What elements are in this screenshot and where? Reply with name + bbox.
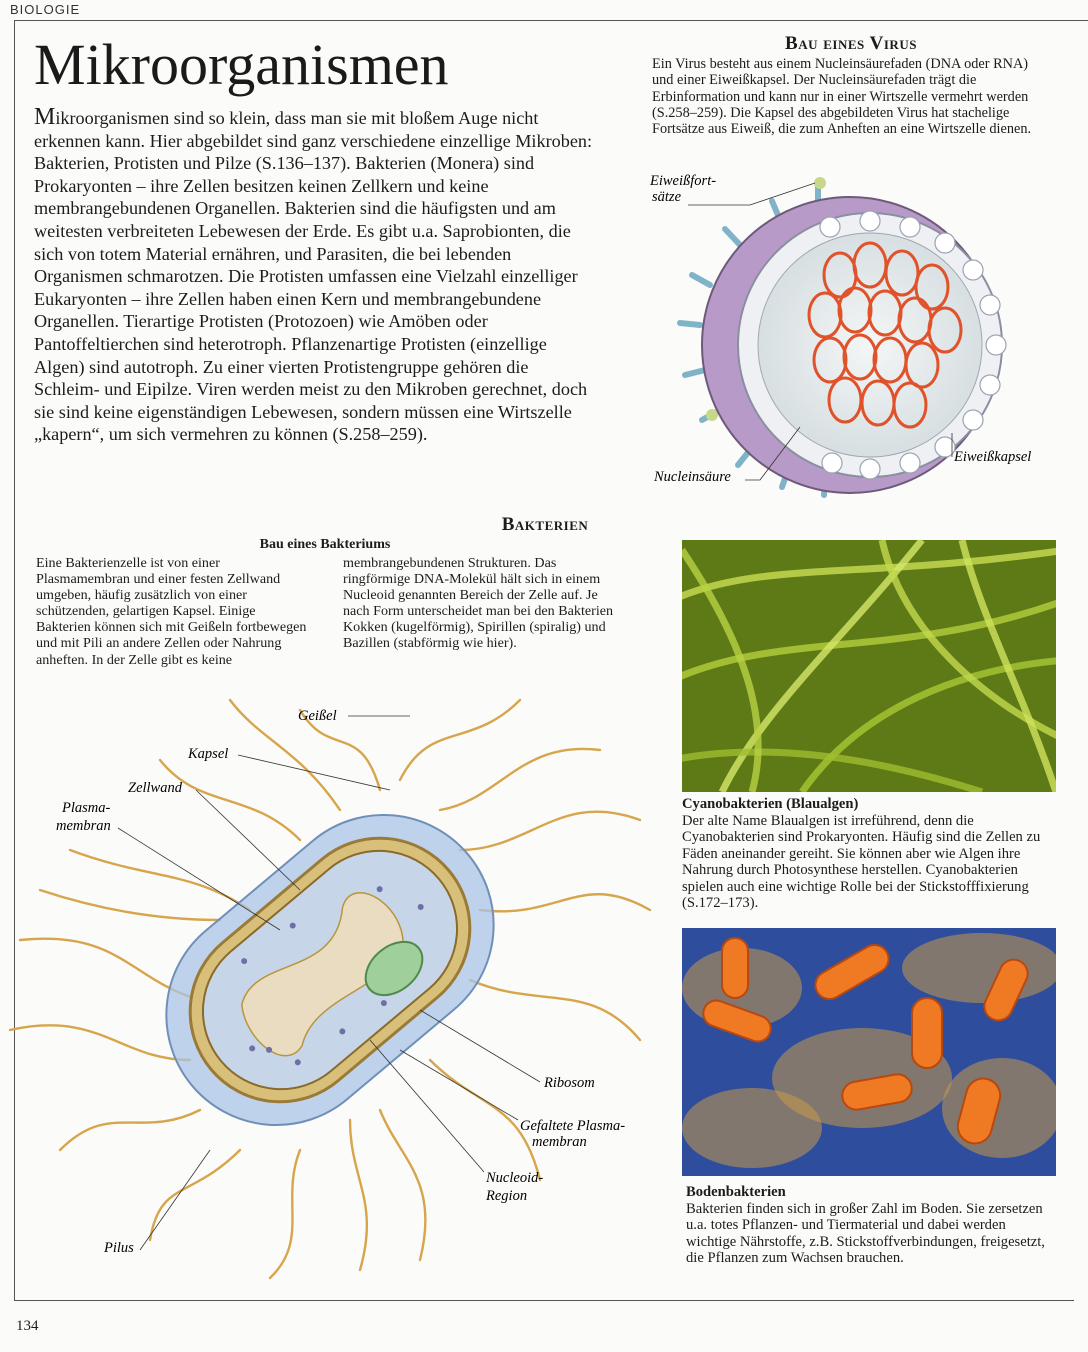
- virus-label-nucleic: Nucleinsäure: [654, 469, 731, 485]
- bacterium-label-folded-2: membran: [532, 1134, 587, 1150]
- page-title: Mikroorganismen: [34, 32, 449, 97]
- bacterium-illustration: [0, 680, 660, 1280]
- page-number: 134: [16, 1318, 39, 1334]
- spike-knob: [706, 409, 718, 421]
- bacterium-label-plasma-2: membran: [56, 818, 111, 834]
- virus-label-spikes-2: sätze: [652, 189, 681, 205]
- virus-label-spikes-1: Eiweißfort-: [650, 173, 717, 189]
- frame-bottom-rule: [14, 1300, 1074, 1301]
- soil-bacteria-photo: [682, 928, 1056, 1176]
- spike-knob: [814, 177, 826, 189]
- cyanobacteria-caption: [682, 796, 1058, 912]
- bacteria-text: Eine Bakterienzelle ist von einer Plasmamembran und einer festen Zellwand umgeben, häufig zusätzlich von einer schützenden, gelartigen Kapsel. Einige Bakterien können sich mit Geißeln fortbewegen und mit Pili an andere Zellen oder Nahrung anheften. In der Zelle gibt es keine membrangebundenen Strukturen. Das ringförmige DNA-Molekül hält sich in einem Nucleoid genannten Bereich der Zelle auf. Je nach Form unterscheidet man bei den Bakterien Kokken (kugelförmig), Spirillen (spiralig) und Bazillen (stabförmig wie hier).: [36, 555, 614, 668]
- virus-label-capsid: Eiweißkapsel: [954, 449, 1032, 465]
- bacterium-label-folded-1: Gefaltete Plasma-: [520, 1118, 626, 1134]
- soil-bacteria-title: Bodenbakterien: [686, 1184, 786, 1200]
- cyanobacteria-photo: [682, 540, 1056, 792]
- virus-heading: Bau eines Virus: [785, 33, 917, 54]
- cyanobacteria-title: Cyanobakterien (Blaualgen): [682, 796, 859, 812]
- intro-paragraph: Mikroorganismen sind so klein, dass man sie mit bloßem Auge nicht erkennen kann. Hier abgebildet sind ganz verschiedene einzellige Mikroben: Bakterien, Protisten und Pilze (S.136–137). Bakterien (Monera) sind Prokaryonten – ihre Zellen besitzen keinen Zellkern und keine membrangebundenen Organellen. Bakterien sind die häufigsten und am weitesten verbreiteten Lebewesen der Erde. Es gibt u.a. Saprobionten, die sich von totem Material ernähren, und Parasiten, die bei lebenden Organismen schmarotzen. Die Protisten umfassen eine Vielzahl einzelliger Eukaryonten – ihre Zellen haben einen Kern und membrangebundene Organellen. Tierartige Protisten (Protozoen) wie Amöben oder Pantoffeltierchen sind heterotroph. Pflanzenartige Protisten (einzellige Algen) sind autotroph. Zu einer vierten Protistengruppe gehören die Schleim- und Eipilze. Viren werden meist zu den Mikroben gerechnet, doch sie sind keine eigenständigen Lebewesen, sondern müssen eine Wirtszelle „kapern“, um sich vermehren zu können (S.258–259).: [34, 104, 593, 445]
- bacterium-label-capsule: Kapsel: [188, 746, 229, 762]
- bacterium-label-cell-wall: Zellwand: [128, 780, 182, 796]
- soil-bacteria-caption: [686, 1184, 1056, 1267]
- bacteria-heading: Bakterien: [501, 514, 589, 535]
- bacterium-label-nucleoid-2: Region: [486, 1188, 528, 1204]
- bacterium-label-flagellum: Geißel: [298, 708, 337, 724]
- bacterium-label-nucleoid-1: Nucleoid-: [486, 1170, 544, 1186]
- section-label: BIOLOGIE: [10, 2, 81, 17]
- cyanobacteria-text: Der alte Name Blaualgen ist irreführend, denn die Cyanobakterien sind Prokaryonten. Häufig sind die Zellen zu Fäden aneinander gereiht. Sie können aber wie Algen ihre Nahrung durch Photosynthese herstellen. Cyanobakterien spielen auch eine wichtige Rolle bei der Stickstofffixierung (S.172–173).: [682, 812, 1041, 911]
- bacterium-label-plasma-1: Plasma-: [62, 800, 111, 816]
- virus-text: Ein Virus besteht aus einem Nucleinsäurefaden (DNA oder RNA) und einer Eiweißkapsel. Der Nucleinsäurefaden trägt die Erbinformation und kann nur in einer Wirtszelle vermehrt werden (S.258–259). Die Kapsel des abgebildeten Virus hat stachelige Fortsätze aus Eiweiß, die zum Anheften an eine Wirtszelle dienen.: [652, 56, 1032, 138]
- soil-bacteria-text: Bakterien finden sich in großer Zahl im Boden. Sie zersetzen u.a. totes Pflanzen- und Tiermaterial und dabei werden wichtige Nährstoffe, z.B. Stickstoffverbindungen, freigesetzt, die Pflanzen zum Wachsen brauchen.: [686, 1200, 1045, 1266]
- bacterium-label-ribosome: Ribosom: [544, 1075, 595, 1091]
- virus-illustration: [640, 165, 1060, 525]
- frame-top-rule: [14, 20, 1088, 21]
- bacterium-label-pilus: Pilus: [104, 1240, 134, 1256]
- bacteria-subheading: Bau eines Bakteriums: [259, 537, 391, 552]
